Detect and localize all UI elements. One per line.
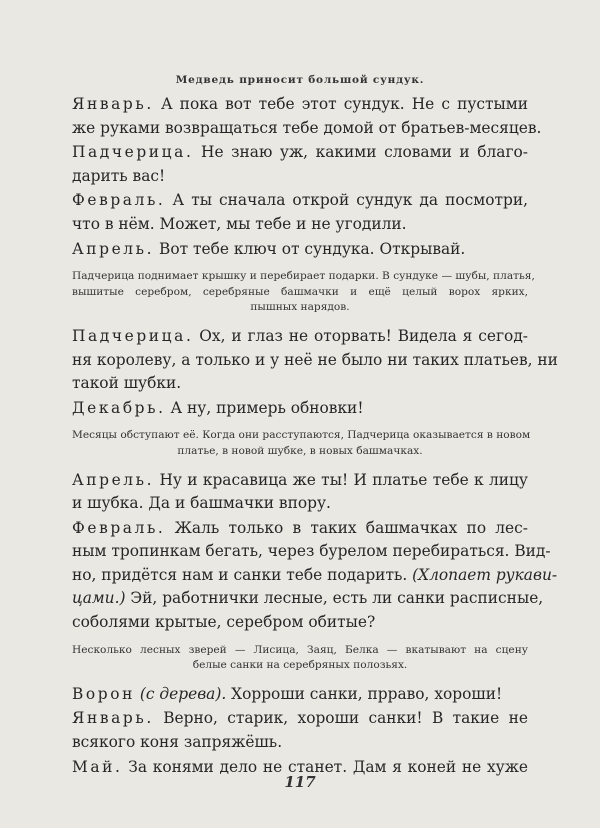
speech-paragraph [72, 238, 528, 262]
line-text: Эй, работнички лесные, есть ли санки расписные, [125, 589, 544, 608]
speaker-name: Апрель. [72, 470, 155, 489]
speaker-name: Январь. [72, 709, 154, 728]
line-text: всякого коня запряжёшь. [72, 733, 283, 752]
text-line [72, 397, 528, 421]
speech-paragraph [72, 189, 528, 236]
text-line [72, 731, 528, 755]
speech-paragraph [72, 397, 528, 421]
speaker-name: Апрель. [72, 239, 155, 258]
speech-paragraph [72, 517, 558, 635]
book-page [72, 74, 558, 780]
text-line [72, 141, 528, 165]
line-text: что в нём. Может, мы тебе и не угодили. [72, 214, 407, 233]
speaker-name: Май. [72, 757, 123, 776]
line-text: Хорроши санки, прраво, хороши! [226, 684, 503, 703]
text-line [72, 492, 528, 516]
speech-paragraph [72, 469, 528, 516]
speech-paragraph [72, 325, 558, 396]
line-text: дарить вас! [72, 166, 166, 185]
speech-paragraph [72, 683, 528, 707]
line-text: Вот тебе ключ от сундука. Открывай. [154, 239, 466, 258]
line-text: Ну и красавица же ты! И платье тебе к лицу [154, 470, 528, 489]
stage-line: Месяцы обступают её. Когда они расступаются, Падчерица оказывается в новом [72, 429, 531, 442]
line-text: За конями дело не станет. Дам я коней не хуже [122, 757, 528, 776]
text-body [72, 93, 558, 779]
line-text: соболями крытые, серебром обитые? [72, 613, 376, 632]
stage-line: белые санки на серебряных полозьях. [192, 659, 408, 672]
text-line [72, 469, 528, 493]
stage-line: вышитые серебром, серебряные башмачки и ещё целый ворох ярких, [72, 285, 528, 298]
speaker-name: Падчерица. [72, 326, 194, 345]
stage-direction [72, 269, 535, 316]
text-line [72, 372, 528, 396]
stage-line: платье, в новой шубке, в новых башмачках. [177, 444, 423, 457]
line-text: же руками возвращаться тебе домой от братьев-месяцев. [72, 118, 542, 137]
speaker-name: Ворон [72, 684, 135, 703]
line-text: ным тропинкам бегать, через бурелом перебираться. Вид- [72, 542, 551, 561]
line-text: А пока вот тебе этот сундук. Не с пустыми [153, 95, 528, 113]
line-text: А ну, примерь обновки! [165, 398, 364, 417]
text-line [72, 540, 551, 564]
text-line [72, 213, 528, 237]
stage-direction-header: Медведь приносит большой сундук. [175, 74, 425, 86]
text-line [72, 93, 528, 117]
line-text: Ох, и глаз не оторвать! Видела я сегод- [193, 326, 528, 345]
speech-paragraph [72, 93, 542, 140]
speaker-name: Февраль. [72, 191, 166, 210]
line-text: но, придётся нам и санки тебе подарить. [72, 565, 413, 584]
stage-direction [72, 643, 528, 674]
line-text: А ты сначала открой сундук да посмотри, [165, 191, 528, 210]
speech-paragraph [72, 141, 528, 188]
stage-remark: цами.) [72, 589, 126, 608]
text-line [72, 238, 528, 262]
stage-line: Падчерица поднимает крышку и перебирает подарки. В сундуке — шубы, платья, [72, 270, 535, 283]
text-line [72, 517, 528, 541]
speaker-name: Падчерица. [72, 143, 194, 162]
stage-line: пышных нарядов. [250, 301, 350, 314]
line-text: Верно, старик, хороши санки! В такие не [153, 709, 528, 728]
page-number: 117 [284, 773, 316, 791]
text-line [72, 564, 558, 588]
text-line [72, 707, 528, 731]
stage-remark: (с дерева). [139, 684, 227, 703]
speaker-name: Январь. [72, 95, 154, 113]
text-line [72, 325, 528, 349]
text-line [72, 587, 544, 611]
line-text: и шубка. Да и башмачки впору. [72, 494, 331, 513]
line-text: ня королеву, а только и у неё не было ни таких платьев, ни [72, 350, 558, 369]
text-line [72, 683, 528, 707]
speaker-name: Декабрь. [72, 398, 166, 417]
stage-remark: (Хлопает рукави- [412, 565, 558, 584]
line-text: Не знаю уж, какими словами и благо- [193, 143, 528, 162]
text-line [72, 165, 528, 189]
speech-paragraph [72, 707, 528, 754]
stage-direction [72, 428, 531, 459]
stage-line: Несколько лесных зверей — Лисица, Заяц, Белка — вкатывают на сцену [72, 643, 528, 656]
text-line [72, 189, 528, 213]
line-text: такой шубки. [72, 374, 182, 393]
text-line [72, 349, 558, 373]
text-line [72, 117, 542, 141]
speaker-name: Февраль. [72, 518, 166, 537]
text-line [72, 611, 528, 635]
line-text: Жаль только в таких башмачках по лес- [165, 518, 528, 537]
